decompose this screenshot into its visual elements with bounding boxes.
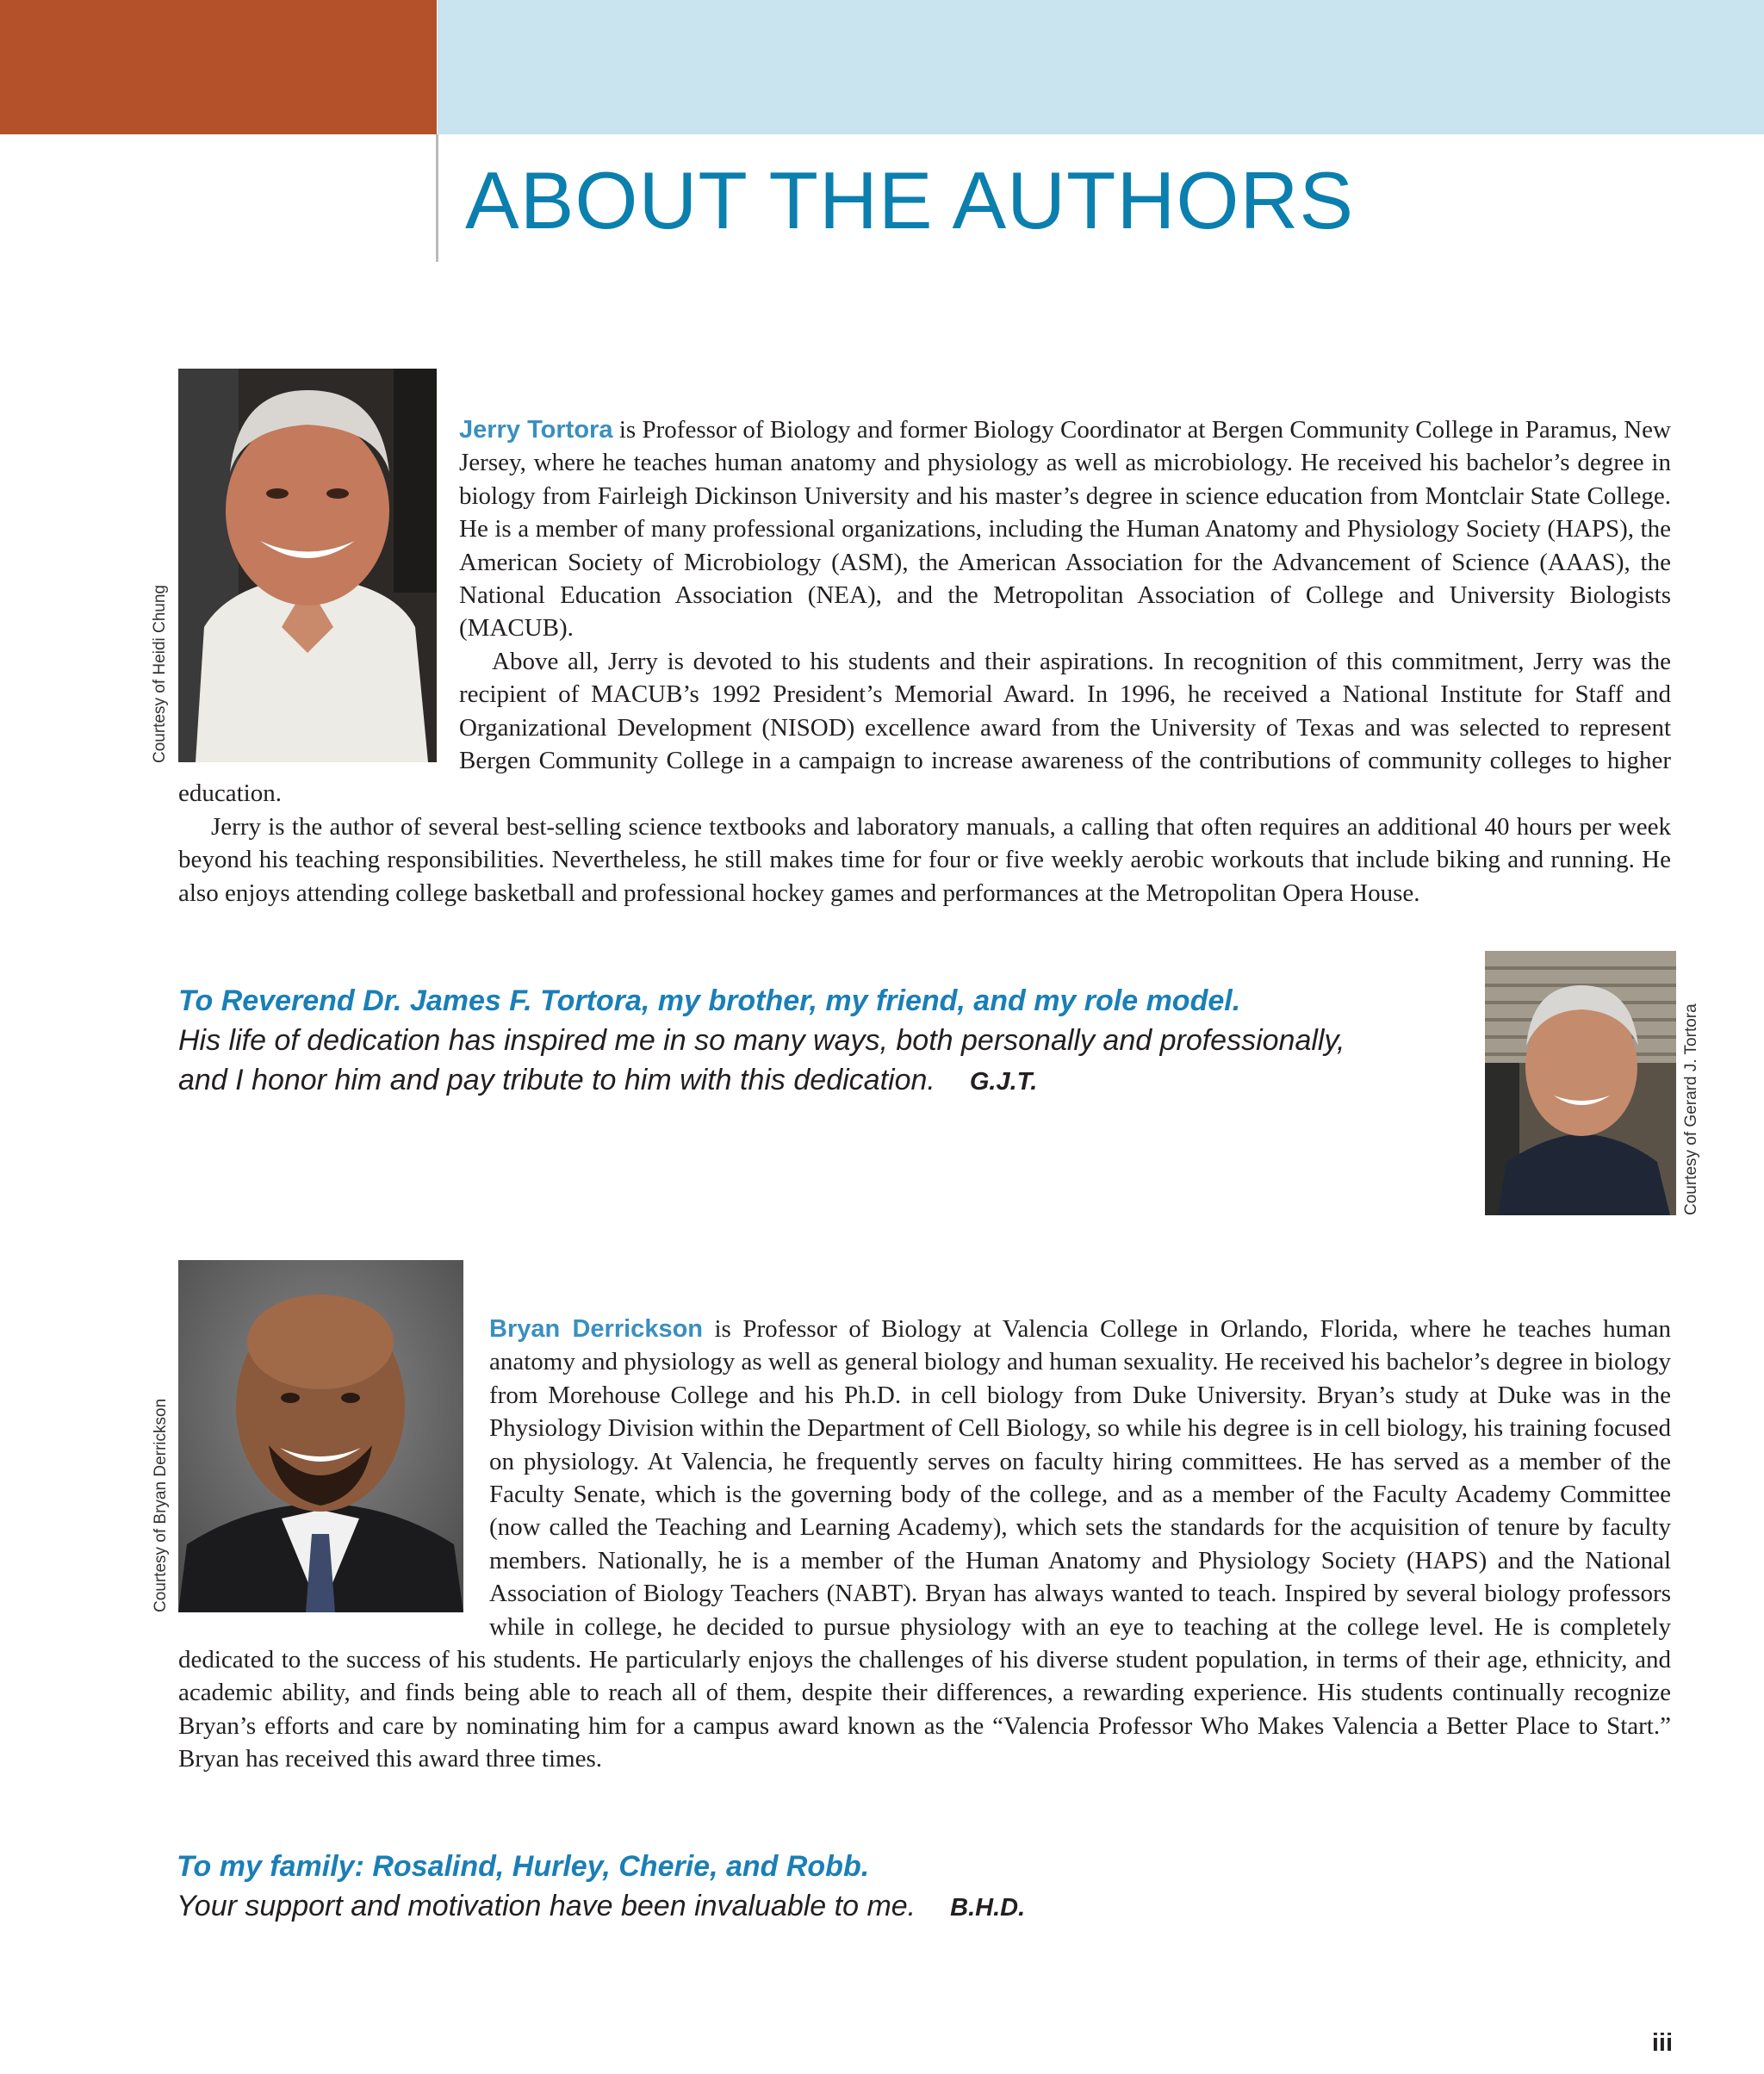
dedication-bhd <box>177 1847 1469 1928</box>
bio-text: is Professor of Biology and former Biology Coordinator at Bergen Community College in Paramus, New Jersey, where he teaches human anatomy and physiology as well as microbiology. He received his bachelor’s degree in biology from Fairleigh Dickinson University and his master’s degree in science education from Montclair State College. He is a member of many professional organizations, including the Human Anatomy and Physiology Society (HAPS), the American Society of Microbiology (ASM), the American Association for the Advancement of Science (AAAS), the National Education Association (NEA), and the Metropolitan Association of College and University Biologists (MACUB). <box>459 416 1671 643</box>
dedication-initials: G.J.T. <box>969 1068 1038 1096</box>
photo-credit-gerard-tortora: Courtesy of Gerard J. Tortora <box>1682 1003 1700 1215</box>
dedication-gjt <box>178 981 1470 1102</box>
dedication-line: His life of dedication has inspired me in so many ways, both personally and professionally, <box>178 1024 1345 1057</box>
dedication-heading: To Reverend Dr. James F. Tortora, my brother, my friend, and my role model. <box>178 984 1241 1017</box>
author-name: Bryan Derrickson <box>489 1315 704 1343</box>
dedication-text: Your support and motivation have been invaluable to me. <box>177 1890 916 1922</box>
bio-bryan-derrickson <box>178 1313 1671 1776</box>
header-divider <box>436 134 438 262</box>
dedication-heading: To my family: Rosalind, Hurley, Cherie, and Robb. <box>177 1850 870 1883</box>
photo-credit-heidi-chung: Courtesy of Heidi Chung <box>151 585 169 763</box>
page-number: iii <box>1651 2029 1673 2057</box>
page-title: ABOUT THE AUTHORS <box>465 155 1355 245</box>
photo-james-tortora <box>1485 951 1676 1215</box>
dedication-text: and I honor him and pay tribute to him with this dedication. <box>178 1064 935 1096</box>
dedication-line <box>177 1886 1469 1928</box>
photo-credit-bryan-derrickson: Courtesy of Bryan Derrickson <box>152 1398 170 1612</box>
bio-text: is Professor of Biology at Valencia College in Orlando, Florida, where he teaches human anatomy and physiology as well as general biology and human sexuality. He received his bachelor’s degree in biology from Morehouse College and his Ph.D. in cell biology from Duke University. Bryan’s study at Duke was in the Physiology Division within the Department of Cell Biology, so while his degree is in cell biology, his training focused on physiology. At Valencia, he frequently serves on faculty hiring committees. He has served as a member of the Faculty Senate, which is the governing body of the college, and as a member of the Faculty Academy Committee (now called the Teaching and Learning Academy), which sets the standards for the acquisition of tenure by faculty members. Nationally, he is a member of the Human Anatomy and Physiology Society (HAPS) and the National Association of Biology Teachers (NABT). Bryan has always wanted to teach. Inspired by several biology professors while in college, he decided to pursue physiology with an eye to teaching at the college level. He is completely dedicated to the success of his students. He particularly enjoys the challenges of his diverse student population, in terms of their age, ethnicity, and academic ability, and finds being able to reach all of them, despite their differences, a rewarding experience. His students continually recognize Bryan’s efforts and care by nominating him for a campus award known as the “Valencia Professor Who Makes Valencia a Better Place to Start.” Bryan has received this award three times. <box>178 1315 1672 1773</box>
photo-spacer <box>178 413 459 777</box>
photo-spacer <box>178 1313 489 1643</box>
header-band-blue <box>438 0 1764 134</box>
header-band-orange <box>0 0 437 134</box>
author-name: Jerry Tortora <box>459 416 613 444</box>
bio-paragraph: Jerry is the author of several best-selling science textbooks and laboratory manuals, a calling that often requires an additional 40 hours per week beyond his teaching responsibilities. Nevertheless, he still makes time for four or five weekly aerobic workouts that include biking and running. He also enjoys attending college basketball and professional hockey games and performances at the Metropolitan Opera House. <box>178 812 1671 907</box>
bio-paragraph: Above all, Jerry is devoted to his students and their aspirations. In recognition of this commitment, Jerry was the recipient of MACUB’s 1992 President’s Memorial Award. In 1996, he received a National Institute for Staff and Organizational Development (NISOD) excellence award from the University of Texas and was selected to represent Bergen Community College in a campaign to increase awareness of the contributions of community colleges to higher education. <box>178 647 1671 808</box>
dedication-line <box>178 1060 1470 1102</box>
bio-jerry-tortora <box>178 413 1671 910</box>
dedication-initials: B.H.D. <box>950 1894 1026 1922</box>
